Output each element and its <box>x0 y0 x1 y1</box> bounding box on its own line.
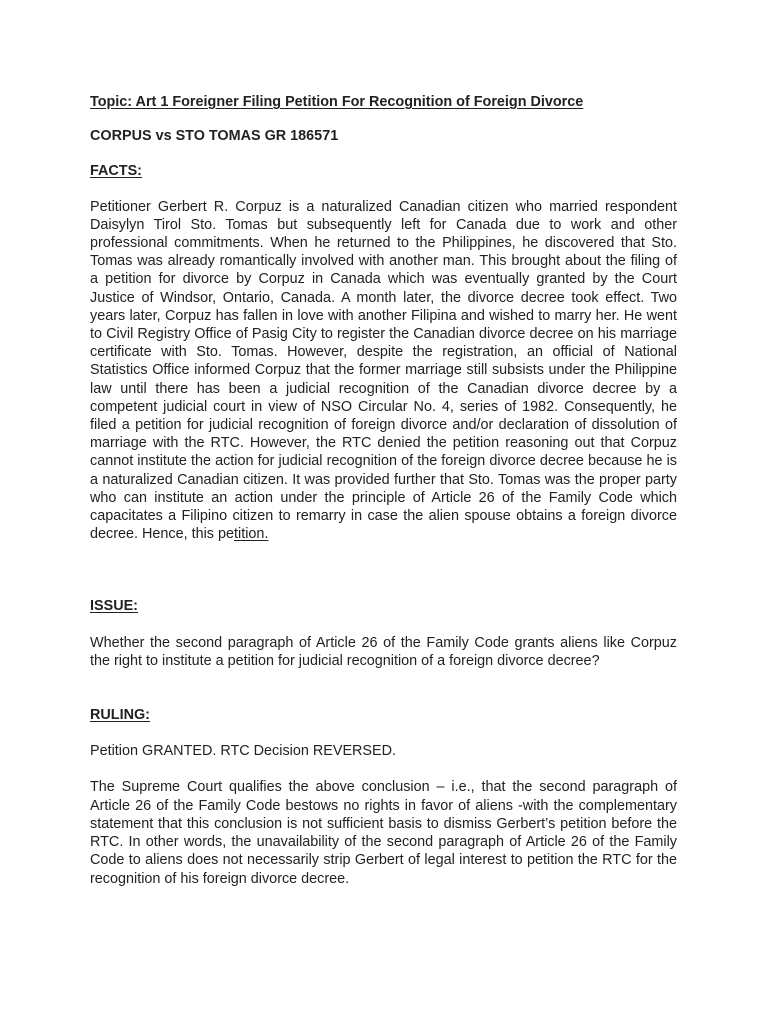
facts-text-end: tition. <box>234 526 269 543</box>
case-title: CORPUS vs STO TOMAS GR 186571 <box>90 128 339 145</box>
topic-heading: Topic: Art 1 Foreigner Filing Petition For Recognition of Foreign Divorce <box>90 94 584 110</box>
issue-paragraph: Whether the second paragraph of Article 26 of the Family Code grants aliens like Corpuz the right to institute a petition for judicial recognition of a foreign divorce decree? <box>90 634 677 669</box>
facts-paragraph <box>90 198 677 544</box>
ruling-section <box>90 706 677 888</box>
issue-heading: ISSUE: <box>90 598 138 615</box>
ruling-disposition: Petition GRANTED. RTC Decision REVERSED. <box>90 743 397 760</box>
document-page <box>90 93 677 888</box>
issue-section <box>90 597 677 670</box>
ruling-paragraph: The Supreme Court qualifies the above conclusion – i.e., that the second paragraph of Article 26 of the Family Code bestows no rights in favor of aliens -with the complementary statement that this conclusion is not sufficient basis to dismiss Gerbert’s petition before the RTC. In other words, the unavailability of the second paragraph of Article 26 of the Family Code to aliens does not necessarily strip Gerbert of legal interest to petition the RTC for the recognition of his foreign divorce decree. <box>90 779 677 887</box>
facts-text: Petitioner Gerbert R. Corpuz is a naturalized Canadian citizen who married respondent Daisylyn Tirol Sto. Tomas but subsequently left for Canada due to work and other professional commitments. When he returned to the Philippines, he discovered that Sto. Tomas was already romantically involved with another man. This brought about the filing of a petition for divorce by Corpuz in Canada which was eventually granted by the Court Justice of Windsor, Ontario, Canada. A month later, the divorce decree took effect. Two years later, Corpuz has fallen in love with another Filipina and wished to marry her. He went to Civil Registry Office of Pasig City to register the Canadian divorce decree on his marriage certificate with Sto. Tomas. However, despite the registration, an official of National Statistics Office informed Corpuz that the former marriage still subsists under the Philippine law until there has been a judicial recognition of the Canadian divorce decree by a competent judicial court in view of NSO Circular No. 4, series of 1982. Consequently, he filed a petition for judicial recognition of foreign divorce and/or declaration of dissolution of marriage with the RTC. However, the RTC denied the petition reasoning out that Corpuz cannot institute the action for judicial recognition of the foreign divorce decree because he is a naturalized Canadian citizen. It was provided further that Sto. Tomas was the proper party who can institute an action under the principle of Article 26 of the Family Code which capacitates a Filipino citizen to remarry in case the alien spouse obtains a foreign divorce decree. Hence, this pe <box>90 198 677 543</box>
facts-heading: FACTS: <box>90 163 142 180</box>
ruling-heading: RULING: <box>90 707 150 724</box>
facts-section <box>90 162 677 543</box>
